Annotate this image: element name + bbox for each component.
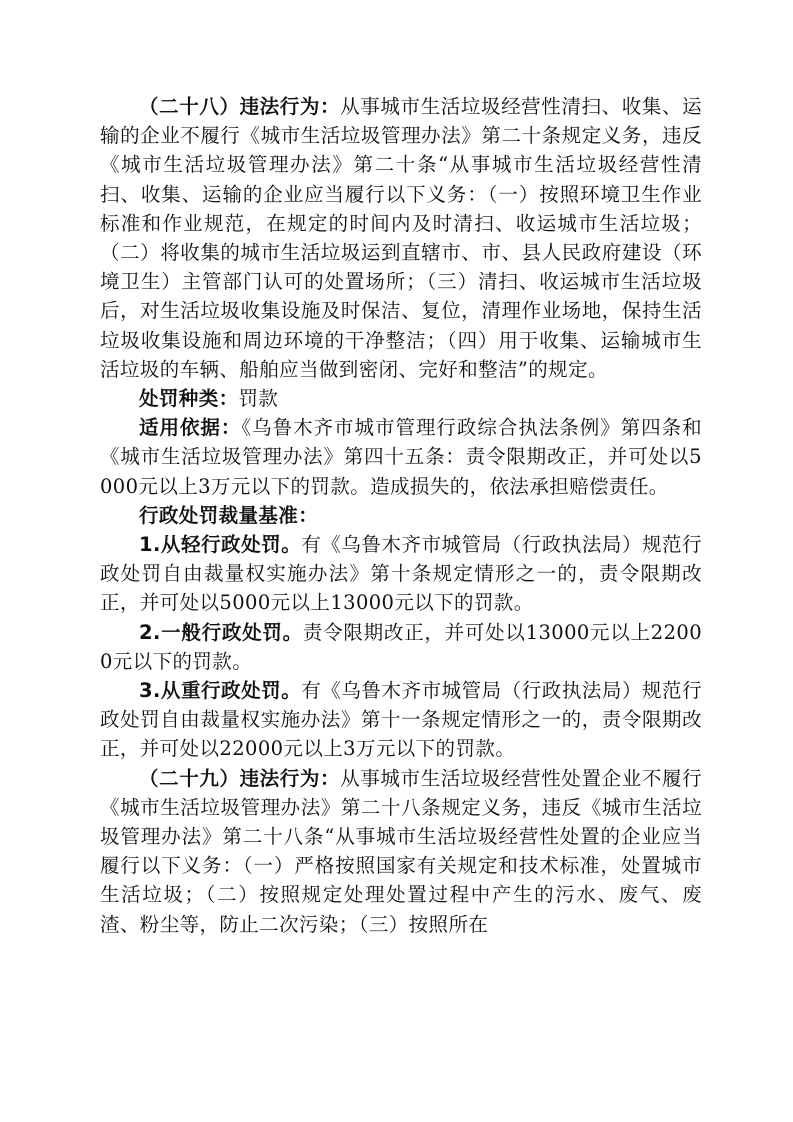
legal-basis-paragraph xyxy=(100,413,702,501)
level-3-label: 3.从重行政处罚。 xyxy=(139,679,302,703)
penalty-type-text: 罚款 xyxy=(238,387,279,411)
violation-29-paragraph xyxy=(100,764,702,939)
level-3-paragraph xyxy=(100,676,702,764)
level-1-paragraph xyxy=(100,530,702,618)
level-2-label: 2.一般行政处罚。 xyxy=(139,620,303,644)
legal-basis-label: 适用依据： xyxy=(139,416,242,440)
level-2-text: 责令限期改正，并可处以13000元以上22000元以下的罚款。 xyxy=(100,620,703,673)
level-3-text: 有《乌鲁木齐市城管局（行政执法局）规范行政处罚自由裁量权实施办法》第十一条规定情形之一的，责令限期改正，并可处以22000元以上3万元以下的罚款。 xyxy=(100,679,702,761)
discretion-standard-heading xyxy=(100,501,702,530)
level-1-label: 1.从轻行政处罚。 xyxy=(139,533,302,557)
violation-29-text: 从事城市生活垃圾经营性处置企业不履行《城市生活垃圾管理办法》第二十八条规定义务，违反《城市生活垃圾管理办法》第二十八条“从事城市生活垃圾经营性处置的企业应当履行以下义务：（一）严格按照国家有关规定和技术标准，处置城市生活垃圾；（二）按照规定处理处置过程中产生的污水、废气、废渣、粉尘等，防止二次污染；（三）按照所在 xyxy=(100,766,702,936)
level-1-text: 有《乌鲁木齐市城管局（行政执法局）规范行政处罚自由裁量权实施办法》第十条规定情形之一的，责令限期改正，并可处以5000元以上13000元以下的罚款。 xyxy=(100,533,702,615)
document-body xyxy=(100,92,702,939)
violation-28-paragraph xyxy=(100,92,702,384)
violation-28-text: 从事城市生活垃圾经营性清扫、收集、运输的企业不履行《城市生活垃圾管理办法》第二十条规定义务，违反《城市生活垃圾管理办法》第二十条“从事城市生活垃圾经营性清扫、收集、运输的企业应当履行以下义务：（一）按照环境卫生作业标准和作业规范，在规定的时间内及时清扫、收运城市生活垃圾；（二）将收集的城市生活垃圾运到直辖市、市、县人民政府建设（环境卫生）主管部门认可的处置场所；（三）清扫、收运城市生活垃圾后，对生活垃圾收集设施及时保洁、复位，清理作业场地，保持生活垃圾收集设施和周边环境的干净整洁；（四）用于收集、运输城市生活垃圾的车辆、船舶应当做到密闭、完好和整洁”的规定。 xyxy=(100,95,702,381)
discretion-standard-label: 行政处罚裁量基准： xyxy=(139,503,319,527)
penalty-type-paragraph xyxy=(100,384,702,413)
violation-29-label: （二十九）违法行为： xyxy=(139,766,341,790)
violation-28-label: （二十八）违法行为： xyxy=(139,95,341,118)
level-2-paragraph xyxy=(100,618,702,676)
legal-basis-text: 《乌鲁木齐市城市管理行政综合执法条例》第四条和《城市生活垃圾管理办法》第四十五条：责令限期改正，并可处以5000元以上3万元以下的罚款。造成损失的，依法承担赔偿责任。 xyxy=(100,416,702,498)
penalty-type-label: 处罚种类： xyxy=(139,387,239,411)
